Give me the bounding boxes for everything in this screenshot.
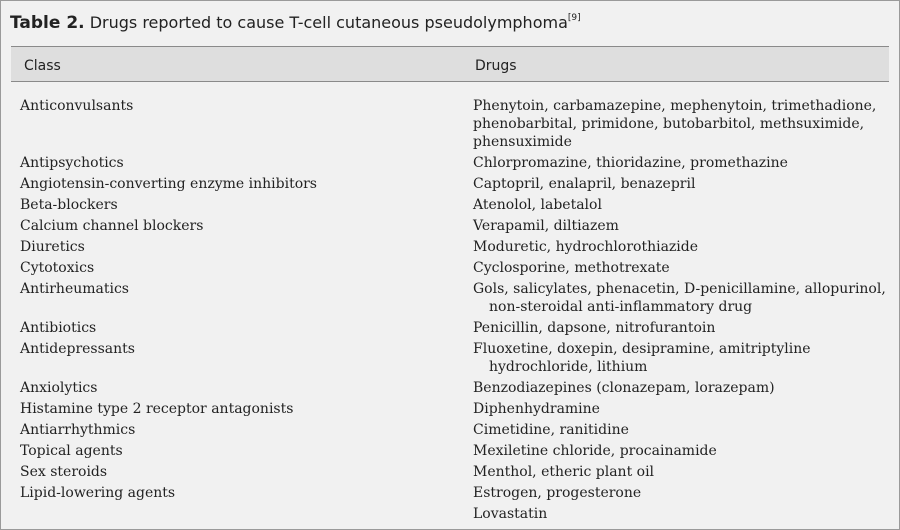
- drug-line: Benzodiazepines (clonazepam, lorazepam): [473, 380, 775, 396]
- cell-drugs: [473, 484, 873, 502]
- cell-class: Angiotensin-converting enzyme inhibitors: [20, 176, 317, 192]
- drug-line: Moduretic, hydrochlorothiazide: [473, 239, 699, 255]
- cell-class: Antipsychotics: [20, 155, 124, 171]
- cell-drugs: [473, 280, 886, 316]
- cell-drugs: [473, 259, 873, 277]
- cell-drugs: [473, 154, 873, 172]
- drug-line: Chlorpromazine, thioridazine, promethazine: [473, 155, 788, 171]
- cell-class: Antidepressants: [20, 341, 135, 357]
- cell-drugs: [473, 421, 873, 439]
- drug-line: Fluoxetine, doxepin, desipramine, amitriptyline: [473, 341, 811, 357]
- cell-drugs: [473, 217, 873, 235]
- cell-class: Cytotoxics: [20, 260, 95, 276]
- cell-drugs: [473, 442, 873, 460]
- cell-class: Sex steroids: [20, 464, 108, 480]
- cell-drugs: [473, 196, 873, 214]
- drug-line: hydrochloride, lithium: [489, 359, 648, 375]
- cell-class: Histamine type 2 receptor antagonists: [20, 401, 294, 417]
- cell-drugs: [473, 505, 873, 523]
- drug-line: Gols, salicylates, phenacetin, D-penicillamine, allopurinol,: [473, 281, 886, 297]
- cell-drugs: [473, 463, 873, 481]
- table-caption: [10, 13, 581, 33]
- cell-class: Antibiotics: [20, 320, 97, 336]
- cell-class: Antirheumatics: [20, 281, 129, 297]
- cell-drugs: [473, 97, 877, 151]
- drug-line: Estrogen, progesterone: [473, 485, 642, 501]
- caption-reference: [9]: [567, 12, 581, 23]
- drug-line: Cyclosporine, methotrexate: [473, 260, 670, 276]
- drug-line: Menthol, etheric plant oil: [473, 464, 655, 480]
- cell-class: Lipid-lowering agents: [20, 485, 176, 501]
- drug-line: Phenytoin, carbamazepine, mephenytoin, trimethadione,: [473, 98, 877, 114]
- cell-class: Diuretics: [20, 239, 85, 255]
- drug-line: Cimetidine, ranitidine: [473, 422, 629, 438]
- header-drugs: Drugs: [475, 58, 517, 74]
- cell-drugs: [473, 379, 873, 397]
- cell-class: Anticonvulsants: [20, 98, 134, 114]
- cell-class: Beta-blockers: [20, 197, 118, 213]
- cell-class: Topical agents: [20, 443, 123, 459]
- table-label: Table 2.: [10, 13, 85, 33]
- header-class: Class: [24, 58, 61, 74]
- cell-drugs: [473, 340, 873, 376]
- table-header: [11, 46, 889, 82]
- drug-line: Lovastatin: [473, 506, 548, 522]
- cell-class: Anxiolytics: [20, 380, 98, 396]
- cell-drugs: [473, 400, 873, 418]
- cell-drugs: [473, 175, 873, 193]
- drug-line: phenobarbital, primidone, butobarbitol, methsuximide,: [473, 116, 865, 132]
- drug-line: non-steroidal anti-inflammatory drug: [489, 299, 753, 315]
- cell-drugs: [473, 319, 873, 337]
- cell-drugs: [473, 238, 873, 256]
- drug-line: Diphenhydramine: [473, 401, 600, 417]
- drug-line: Mexiletine chloride, procainamide: [473, 443, 717, 459]
- drug-line: phensuximide: [473, 134, 572, 150]
- drug-line: Verapamil, diltiazem: [473, 218, 619, 234]
- drug-line: Captopril, enalapril, benazepril: [473, 176, 696, 192]
- drug-line: Atenolol, labetalol: [473, 197, 602, 213]
- caption-text: Drugs reported to cause T-cell cutaneous pseudolymphoma: [89, 13, 568, 32]
- drug-line: Penicillin, dapsone, nitrofurantoin: [473, 320, 716, 336]
- cell-class: Calcium channel blockers: [20, 218, 204, 234]
- cell-class: Antiarrhythmics: [20, 422, 136, 438]
